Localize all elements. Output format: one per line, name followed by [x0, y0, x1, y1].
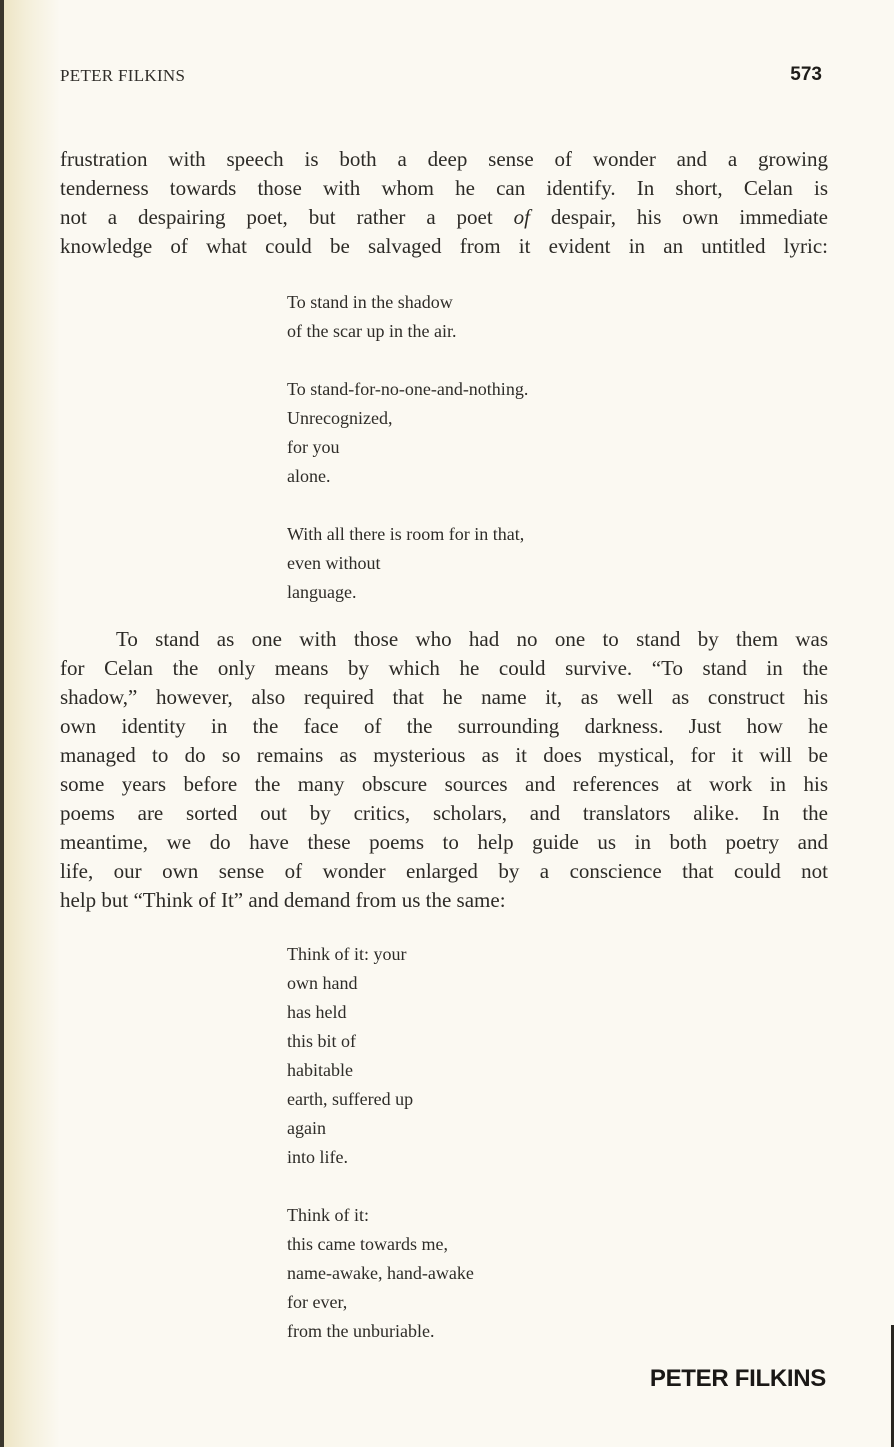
text-line: meantime, we do have these poems to help guide us in both poetry and [60, 830, 828, 854]
text-line: help but “Think of It” and demand from us the same: [60, 888, 506, 912]
text-line: tenderness towards those with whom he can identify. In short, Celan is [60, 176, 828, 200]
book-spine-edge [0, 0, 4, 1447]
poem-line: for you [287, 437, 340, 457]
text-line: some years before the many obscure sources and references at work in his [60, 772, 828, 796]
poem-line: With all there is room for in that, [287, 524, 525, 544]
running-head: PETER FILKINS [60, 66, 186, 85]
poem-untitled-lyric [287, 288, 528, 607]
emphasis-of: of [513, 205, 530, 229]
poem-line: this bit of [287, 1031, 357, 1051]
poem-line: own hand [287, 973, 358, 993]
paragraph-intro [60, 145, 828, 261]
poem-line: from the unburiable. [287, 1321, 435, 1341]
text-line: shadow,” however, also required that he name it, as well as construct his [60, 685, 828, 709]
poem-line: even without [287, 553, 381, 573]
poem-line: To stand in the shadow [287, 292, 453, 312]
poem-line: language. [287, 582, 357, 602]
text-line: managed to do so remains as mysterious as it does mystical, for it will be [60, 743, 828, 767]
poem-line: alone. [287, 466, 331, 486]
poem-line: for ever, [287, 1292, 348, 1312]
poem-line: this came towards me, [287, 1234, 448, 1254]
paragraph-body [60, 625, 828, 915]
poem-line: Think of it: your [287, 944, 407, 964]
poem-line: habitable [287, 1060, 353, 1080]
text-line: life, our own sense of wonder enlarged by a conscience that could not [60, 859, 828, 883]
text-line: not a despairing poet, but rather a poet of despair, his own immediate [60, 205, 829, 229]
text-line: To stand as one with those who had no one to stand by them was [116, 627, 828, 651]
text-line: frustration with speech is both a deep sense of wonder and a growing [60, 147, 828, 171]
poem-line: earth, suffered up [287, 1089, 414, 1109]
page-number: 573 [790, 64, 822, 85]
text-line: knowledge of what could be salvaged from it evident in an untitled lyric: [60, 234, 828, 258]
poem-line: Unrecognized, [287, 408, 393, 428]
text-line: for Celan the only means by which he could survive. “To stand in the [60, 656, 828, 680]
text-line: poems are sorted out by critics, scholars, and translators alike. In the [60, 801, 828, 825]
poem-line: again [287, 1118, 326, 1138]
text-line: own identity in the face of the surrounding darkness. Just how he [60, 714, 828, 738]
page-gutter-shadow [0, 0, 60, 1447]
poem-think-of-it [287, 940, 474, 1346]
poem-line: name-awake, hand-awake [287, 1263, 474, 1283]
poem-line: Think of it: [287, 1205, 369, 1225]
poem-line: into life. [287, 1147, 348, 1167]
poem-line: To stand-for-no-one-and-nothing. [287, 379, 529, 399]
poem-line: of the scar up in the air. [287, 321, 457, 341]
author-signature: PETER FILKINS [649, 1365, 826, 1392]
poem-line: has held [287, 1002, 347, 1022]
